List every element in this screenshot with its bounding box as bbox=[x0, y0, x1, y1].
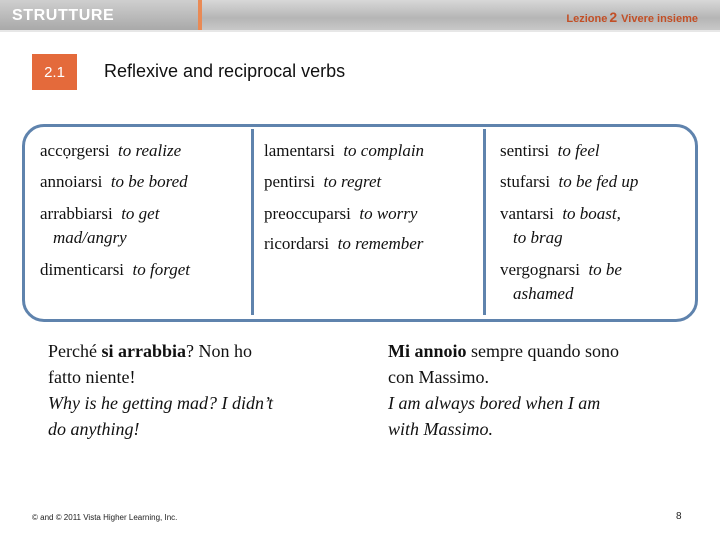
brand-panel bbox=[0, 0, 198, 30]
verb-entry bbox=[40, 170, 188, 194]
verb-word: accọrgersi bbox=[40, 141, 110, 160]
verb-word: pentirsi bbox=[264, 172, 315, 191]
verb-meaning: to worry bbox=[359, 204, 418, 223]
top-banner bbox=[0, 0, 720, 30]
verb-entry bbox=[264, 170, 381, 194]
verb-entry bbox=[40, 139, 181, 163]
example-italian-line2: con Massimo. bbox=[388, 367, 489, 387]
header-rule bbox=[0, 30, 720, 32]
example-sentence bbox=[48, 338, 273, 442]
verb-meaning-continued: mad/angry bbox=[53, 228, 127, 247]
example-sentence bbox=[388, 338, 619, 442]
page-number: 8 bbox=[676, 511, 682, 522]
verb-entry bbox=[500, 258, 622, 306]
copyright-notice: © and © 2011 Vista Higher Learning, Inc. bbox=[32, 513, 178, 522]
column-divider bbox=[251, 129, 254, 315]
verb-word: stufarsi bbox=[500, 172, 551, 191]
lesson-word: Lezione bbox=[566, 13, 608, 25]
banner-accent-divider bbox=[198, 0, 202, 30]
verb-meaning: to be fed up bbox=[558, 172, 639, 191]
verb-entry bbox=[500, 202, 621, 250]
verb-word: lamentarsi bbox=[264, 141, 335, 160]
verb-entry bbox=[264, 139, 424, 163]
example-italian-highlight: si arrabbia bbox=[101, 341, 186, 361]
verb-word: arrabbiarsi bbox=[40, 204, 113, 223]
verb-meaning-continued: to brag bbox=[513, 228, 563, 247]
lesson-title: Vivere insieme bbox=[621, 13, 698, 25]
verb-word: preoccuparsi bbox=[264, 204, 351, 223]
verb-word: dimenticarsi bbox=[40, 260, 125, 279]
example-english-line1: Why is he getting mad? I didn’t bbox=[48, 393, 273, 413]
verb-meaning: to feel bbox=[557, 141, 600, 160]
brand-label: STRUTTURE bbox=[12, 7, 115, 24]
verb-meaning: to get bbox=[121, 204, 160, 223]
verb-meaning: to remember bbox=[337, 234, 424, 253]
section-title: Reflexive and reciprocal verbs bbox=[104, 61, 346, 81]
verb-word: ricordarsi bbox=[264, 234, 330, 253]
example-italian-highlight: Mi annoio bbox=[388, 341, 467, 361]
verb-entry bbox=[40, 202, 159, 250]
verb-word: sentirsi bbox=[500, 141, 550, 160]
verb-meaning: to be bored bbox=[110, 172, 188, 191]
verb-meaning: to realize bbox=[118, 141, 182, 160]
example-english-line2: with Massimo. bbox=[388, 419, 494, 439]
verb-meaning: to boast, bbox=[562, 204, 621, 223]
verb-entry bbox=[500, 139, 600, 163]
verb-word: vantarsi bbox=[500, 204, 554, 223]
verb-meaning: to regret bbox=[323, 172, 382, 191]
example-italian-line2: fatto niente! bbox=[48, 367, 136, 387]
verb-meaning: to be bbox=[588, 260, 622, 279]
verb-meaning-continued: ashamed bbox=[513, 284, 574, 303]
verb-meaning: to forget bbox=[132, 260, 190, 279]
lesson-number: 2 bbox=[609, 9, 618, 25]
verb-entry bbox=[500, 170, 638, 194]
section-number-badge: 2.1 bbox=[32, 54, 77, 90]
example-italian-prefix: Perché bbox=[48, 341, 102, 361]
verb-word: vergognarsi bbox=[500, 260, 580, 279]
verb-word: annoiarsi bbox=[40, 172, 103, 191]
example-italian-rest: sempre quando sono bbox=[466, 341, 619, 361]
verb-entry bbox=[264, 232, 423, 256]
column-divider bbox=[483, 129, 486, 315]
lesson-label bbox=[566, 9, 698, 25]
example-italian-rest: ? Non ho bbox=[186, 341, 252, 361]
verb-meaning: to complain bbox=[343, 141, 425, 160]
example-english-line1: I am always bored when I am bbox=[388, 393, 601, 413]
example-english-line2: do anything! bbox=[48, 419, 140, 439]
verb-entry bbox=[264, 202, 417, 226]
verb-entry bbox=[40, 258, 190, 282]
